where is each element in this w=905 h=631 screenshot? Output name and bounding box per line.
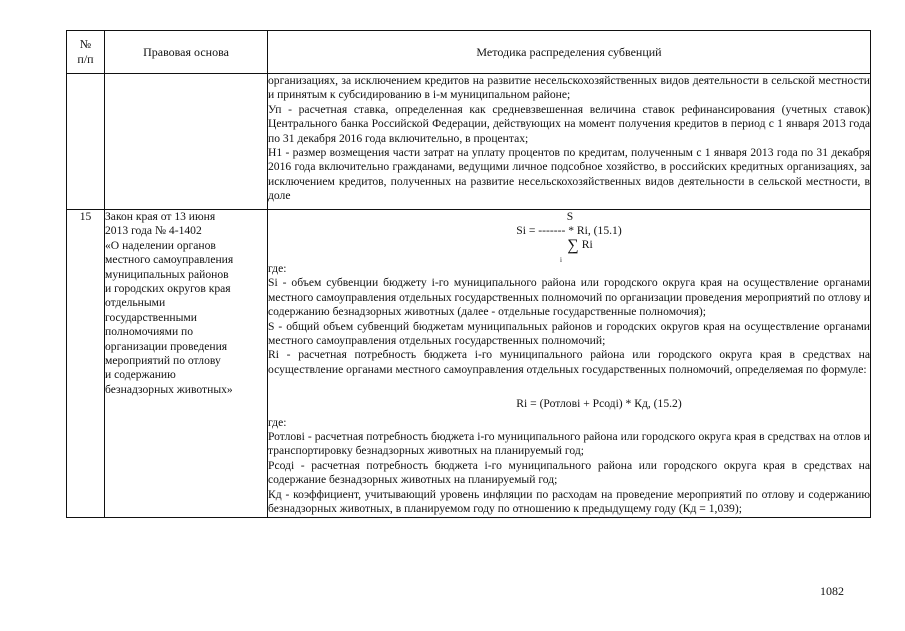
row-number: 15 [67, 210, 105, 518]
sum-sign: ∑ [567, 237, 579, 254]
paragraph-h1: Н1 - размер возмещения части затрат на уплату процентов по кредитам, полученным с 1 января 2013 года по 31 декабря 2016 года включительно гражданами, ведущими личное подсобное хозяйство, в российских кредитных организациях, за исключением кредитов, полученных на развитие несельскохозяйственных видов деятельности в сельской местности, в доле [268, 146, 870, 203]
law-line: 2013 года № 4-1402 [105, 224, 202, 238]
law-line: муниципальных районов [105, 267, 229, 281]
formula-denominator-text: Ri [581, 238, 593, 251]
law-line: полномочиями по [105, 325, 194, 339]
formula-denominator [268, 237, 870, 264]
table-row-continued [67, 74, 871, 210]
paragraph-s: S - общий объем субвенций бюджетам муниципальных районов и городских округов края на осуществление органами местного самоуправления отдельных государственных полномочий; [268, 319, 870, 348]
header-number-line1: № [79, 37, 92, 51]
header-methodology: Методика распределения субвенций [268, 31, 871, 74]
cell-number-empty [67, 74, 105, 210]
where-label: где: [268, 415, 287, 429]
cell-method-continued [268, 74, 871, 210]
formula-15-1 [268, 210, 870, 262]
formula-main: Si = ------- * Ri, (15.1) [516, 224, 622, 237]
law-line: Закон края от 13 июня [105, 210, 216, 223]
table-header-row [67, 31, 871, 74]
table-row-15 [67, 210, 871, 518]
law-line: отдельными [105, 296, 166, 310]
cell-methodology [268, 210, 871, 518]
header-number-line2: п/п [77, 52, 94, 66]
header-legal-basis: Правовая основа [105, 31, 268, 74]
law-line: и городских округов края [105, 282, 231, 296]
methodology-table [66, 30, 871, 518]
where-label: где: [268, 262, 287, 275]
sum-index: i [560, 256, 562, 264]
law-line: и содержанию [105, 368, 176, 382]
paragraph-up-rate: Уп - расчетная ставка, определенная как средневзвешенная величина ставок рефинансирования (учетных ставок) Центрального банка Российской Федерации, действующих на момент получения кредитов в период с 1 января 2013 года по 31 декабря 2016 года включительно, в процентах; [268, 102, 870, 145]
law-line: организации проведения [105, 339, 228, 353]
formula-15-2: Ri = (Ротлові + Рсоді) * Кд, (15.2) [516, 397, 682, 411]
cell-legal-basis [105, 210, 268, 518]
law-line: государственными [105, 310, 197, 324]
law-line: местного самоуправления [105, 253, 234, 267]
formula-numerator: S [566, 210, 574, 223]
paragraph-si: Si - объем субвенции бюджету i-го муниципального района или городского округа края на осуществление органами местного самоуправления отдельных государственных полномочий по организации проведения мероприятий по отлову и содержанию безнадзорных животных (далее - отдельные государственные полномочия); [268, 276, 870, 319]
law-line: «О наделении органов [105, 238, 216, 252]
cell-law-empty [105, 74, 268, 210]
law-line: мероприятий по отлову [105, 354, 221, 368]
page-number: 1082 [820, 584, 844, 598]
header-number [67, 31, 105, 74]
paragraph-ri: Ri - расчетная потребность бюджета i-го муниципального района или городского округа края в средствах на осуществление органами местного самоуправления отдельных государственных полномочий, определяемая по формуле: [268, 348, 870, 376]
paragraph-rsod: Рсоді - расчетная потребность бюджета i-го муниципального района или городского округа края в средствах на содержание безнадзорных животных на планируемый год; [268, 458, 870, 487]
paragraph-kd: Кд - коэффициент, учитывающий уровень инфляции по расходам на проведение мероприятий по отлову и содержанию безнадзорных животных, в планируемом году по отношению к предыдущему году (Кд = 1,039); [268, 487, 870, 516]
paragraph-organizations: организациях, за исключением кредитов на развитие несельскохозяйственных видов деятельности в сельской местности и принятым к субсидированию в i-м муниципальном районе; [268, 74, 870, 102]
paragraph-rotl: Ротлові - расчетная потребность бюджета i-го муниципального района или городского округа края в средствах на отлов и транспортировку безнадзорных животных на планируемый год; [268, 430, 870, 458]
law-line: безнадзорных животных» [105, 382, 233, 396]
